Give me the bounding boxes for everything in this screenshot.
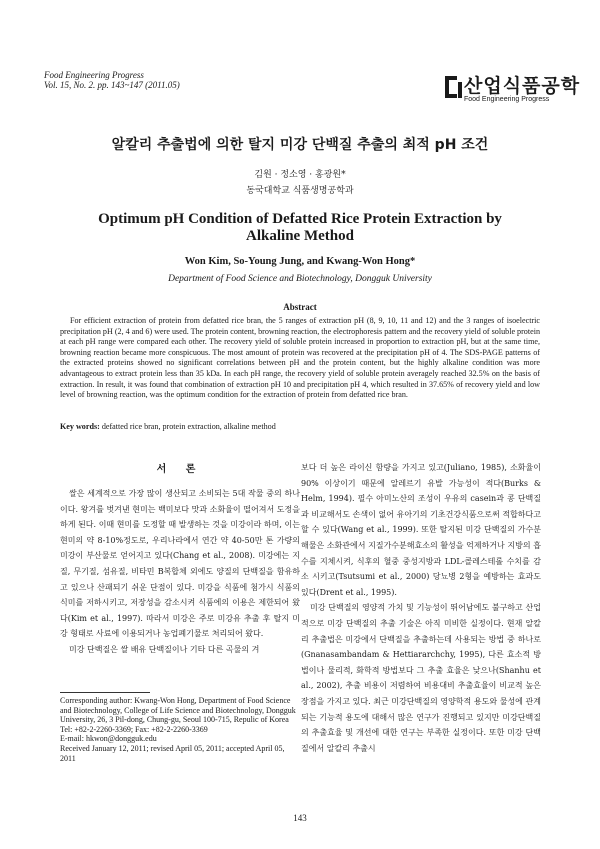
left-paragraph: 미강 단백질은 쌀 배유 단백질이나 기타 다른 곡물의 겨 (69, 644, 260, 654)
footnote-divider (60, 692, 150, 693)
journal-volume: Vol. 15, No. 2. pp. 143~147 (2011.05) (44, 80, 180, 90)
footnote-line: Received January 12, 2011; revised April 05, 2011; accepted April 05, 2011 (60, 743, 285, 763)
footnote-line: E-mail: hkwon@dongguk.edu (60, 734, 157, 744)
footnote-line: Tel: +82-2-2260-3369; Fax: +82-2-2260-3369 (60, 724, 208, 734)
abstract-text: For efficient extraction of protein from defatted rice bran, the 5 ranges of extraction pH (8, 9, 10, 11 and 12) and the 3 ranges of isoelectric precipitation pH (2, 4 and 6) were used. The protein content, browning reaction, the electrophoresis pattern and the recovery yield of soluble protein at each pH range were compared each other. The recovery yield of soluble protein increased in proportion to extraction pH, but at the same time, browning reaction became more conspicuous. The most amount of protein was recovered at the precipitation pH of 4. The SDS-PAGE patterns of the extracted proteins showed no significant correlations between pH and the protein content, but the highly alkaline condition was more advantageous to extract protein less than 35 kDa. In each pH range, the recovery yield of soluble protein averagely reached 32.5% on the basis of extraction. In result, it was found that combination of extraction pH 10 and precipitation pH 4, which resulted in 37.65% of recovery yield and low level of browning reaction, was the optimum condition for the extraction of protein from defatted rice bran. (60, 316, 540, 400)
right-paragraph: 미강 단백질의 영양적 가치 및 기능성이 뛰어남에도 불구하고 산업적으로 미강 단백질의 추출 기술은 아직 미비한 실정이다. 현재 알칼리 추출법은 미강에서 단백질을 추출하는데 사용되는 방법 중 하나로(Gnanasambandam & Hettiararchchy, 1995), 다른 효소적 방법이나 물리적, 화학적 방법보다 그 추출 효율은 낮으나(Shanhu et al., 2002), 추출 비용이 저렴하여 비용대비 추출효율이 비교적 높은 장점을 가지고 있다. 최근 미강단백질의 영양학적 용도와 물성에 관계되는 기능적 용도에 대해서 많은 연구가 진행되고 있지만 미강단백질의 추출효율 및 개선에 대한 연구는 부족한 실정이다. 또한 미강 단백질에서 알칼리 추출시 (301, 603, 541, 753)
logo-mark-icon (444, 74, 464, 102)
authors-english: Won Kim, So-Young Jung, and Kwang-Won Hong* (184, 256, 416, 267)
journal-header (44, 70, 180, 90)
keywords (60, 422, 540, 431)
right-paragraph: 보다 더 높은 라이신 함량을 가지고 있고(Juliano, 1985), 소화율이 90% 이상이기 때문에 알레르기 유발 가능성이 적다(Burks & Helm, 1994). 필수 아미노산의 조성이 우유의 casein과 콩 단백질과 비교해서도 손색이 없어 유아기의 기초건강식품으로써 적합하다고 할 수 있다(Wang et al., 1999). 또한 탈지된 미강 단백질의 가수분해물은 소화관에서 지질가수분해효소의 활성을 억제하거나 지방의 흡수를 지체시켜, 식후의 혈중 중성지방과 LDL-콜레스테롤 수치를 감소 시키고(Tsutsumi et al., 2000) 당뇨병 2형을 예방하는 효과도 있다(Drent et al., 1995). (301, 463, 541, 597)
journal-logo (444, 74, 581, 108)
abstract-heading: Abstract (283, 302, 317, 312)
footnote-line: Corresponding author: Kwang-Won Hong, Department of Food Science and Biotechnology, College of Life Science and Biotechnology, Dongguk University, 26, 3 Pil-dong, Chung-gu, Seoul 100-715, Repulic of Korea (60, 696, 296, 725)
abstract-body (60, 316, 540, 401)
right-column (301, 460, 541, 756)
keywords-text: defatted rice bran, protein extraction, alkaline method (101, 422, 276, 431)
affiliation-korean: 동국대학교 식품생명공학과 (246, 186, 354, 196)
footnote (60, 696, 300, 763)
title-english: Optimum pH Condition of Defatted Rice Protein Extraction by Alkaline Method (98, 211, 502, 244)
authors-korean: 김원 · 정소영 · 홍광원* (254, 170, 346, 180)
left-column (60, 462, 300, 658)
left-paragraph: 쌀은 세계적으로 가장 많이 생산되고 소비되는 5대 작물 중의 하나이다. 왕겨를 벗겨낸 현미는 백미보다 맛과 소화율이 떨어져서 도정을 하게 된다. 이때 현미를 도정할 때 발생하는 것을 미강이라 하며, 이는 현미의 약 8-10%정도로, 우리나라에서 연간 약 40-50만 톤 가량의 미강이 부산물로 얻어지고 있다(Chang et al., 2008). 미강에는 지질, 무기질, 섬유질, 비타민 B복합체 외에도 양질의 단백질을 함유하고 있으나 산패되기 쉬운 단점이 있다. 미강을 식품에 첨가시 식품의 식미를 저하시키고, 저장성을 감소시켜 식품에의 이용은 제한되어 왔다(Kim et al., 1997). 따라서 미강은 주로 미강유 추출 후 탈지 미강 형태로 사료에 이용되거나 농업폐기물로 처리되어 왔다. (60, 489, 300, 639)
affiliation-english: Department of Food Science and Biotechnology, Dongguk University (168, 274, 432, 284)
page-number: 143 (293, 813, 307, 823)
logo-korean-text: 산업식품공학 (464, 75, 581, 97)
journal-name: Food Engineering Progress (44, 70, 144, 80)
keywords-label: Key words: (60, 422, 100, 431)
intro-heading: 서 론 (156, 464, 204, 475)
title-korean: 알칼리 추출법에 의한 탈지 미강 단백질 추출의 최적 pH 조건 (111, 137, 489, 153)
logo-english-text: Food Engineering Progress (464, 96, 550, 103)
